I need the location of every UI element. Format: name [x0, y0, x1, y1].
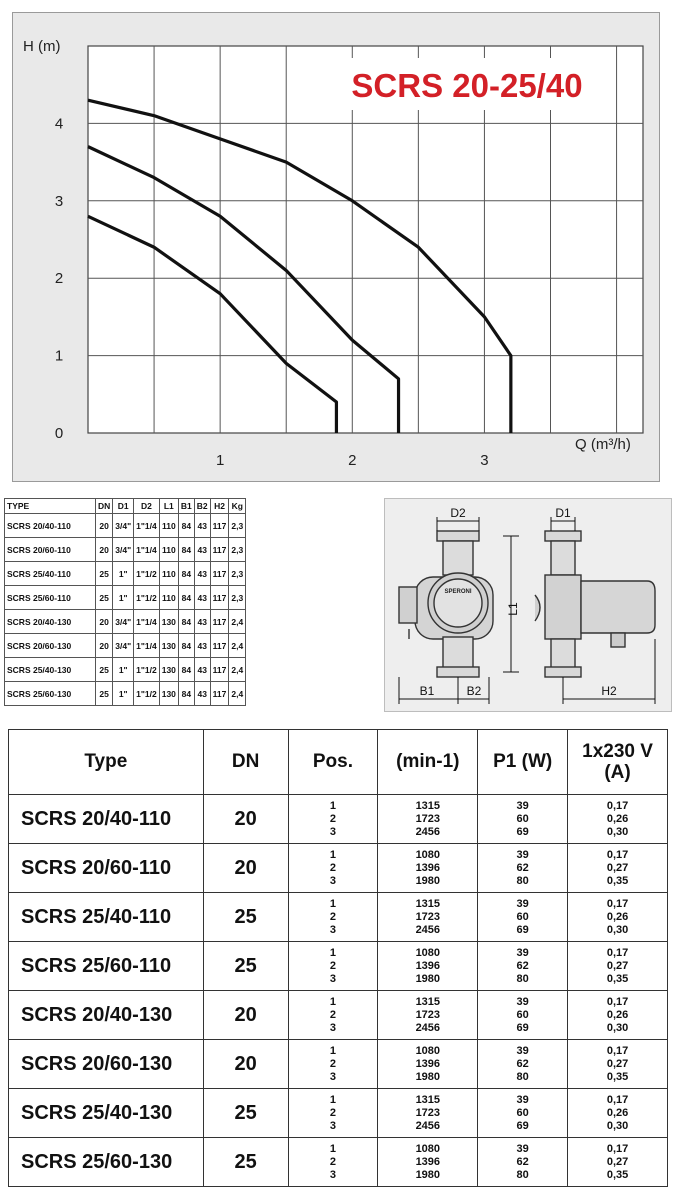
perf-amp-value: 0,17	[606, 995, 629, 1008]
b2-label: B2	[466, 684, 482, 698]
perf-amp	[568, 844, 668, 893]
brand-label: SPERONI	[444, 589, 472, 595]
table-row	[5, 562, 246, 586]
perf-amp-value: 0,17	[606, 1044, 629, 1057]
perf-rpm-value: 2456	[415, 1021, 441, 1034]
perf-p1-value: 39	[516, 1044, 529, 1057]
header-dn: DN	[203, 730, 288, 795]
b1-label: B1	[419, 684, 435, 698]
perf-amp-value: 0,27	[606, 1057, 629, 1070]
dim-cell-d2: 1"1/2	[134, 682, 160, 706]
perf-rpm-value: 1396	[415, 861, 441, 874]
perf-pos-value: 3	[329, 874, 336, 887]
perf-pos-value: 2	[329, 1008, 336, 1021]
dim-cell-b2: 43	[194, 658, 210, 682]
perf-amp-value: 0,30	[606, 1119, 629, 1132]
perf-rpm-value: 1980	[415, 972, 441, 985]
perf-rpm-value: 1723	[415, 1106, 441, 1119]
y-tick-label: 2	[54, 270, 64, 288]
perf-rpm	[378, 893, 478, 942]
perf-rpm-value: 1723	[415, 1008, 441, 1021]
table-row	[5, 634, 246, 658]
perf-p1-value: 60	[516, 1106, 529, 1119]
perf-pos-value: 3	[329, 825, 336, 838]
perf-rpm-value: 1315	[415, 897, 441, 910]
dim-header-d1: D1	[113, 499, 134, 514]
header-pos: Pos.	[288, 730, 378, 795]
perf-rpm-value: 1315	[415, 799, 441, 812]
perf-p1-value: 39	[516, 1093, 529, 1106]
perf-dn: 20	[203, 844, 288, 893]
perf-p1-value: 80	[516, 972, 529, 985]
perf-p1-value: 39	[516, 897, 529, 910]
perf-p1	[478, 1138, 568, 1187]
perf-pos	[288, 893, 378, 942]
perf-p1-value: 69	[516, 825, 529, 838]
x-tick-label: 1	[215, 452, 225, 469]
dim-cell-l1: 130	[159, 682, 178, 706]
dim-cell-kg: 2,4	[229, 610, 246, 634]
table-row	[9, 1138, 668, 1187]
perf-type: SCRS 20/60-130	[9, 1040, 204, 1089]
perf-rpm-value: 1980	[415, 874, 441, 887]
perf-dn: 20	[203, 1040, 288, 1089]
perf-pos-value: 2	[329, 1057, 336, 1070]
dim-cell-h2: 117	[210, 682, 229, 706]
perf-p1-value: 39	[516, 799, 529, 812]
pump-side-view	[535, 531, 655, 677]
perf-p1-value: 69	[516, 1021, 529, 1034]
table-row	[5, 682, 246, 706]
perf-rpm-value: 1396	[415, 1057, 441, 1070]
header-p1: P1 (W)	[478, 730, 568, 795]
perf-dn: 25	[203, 1089, 288, 1138]
perf-rpm-value: 1723	[415, 812, 441, 825]
dim-cell-kg: 2,4	[229, 682, 246, 706]
perf-rpm	[378, 844, 478, 893]
table-row	[5, 538, 246, 562]
dim-cell-dn: 25	[96, 658, 113, 682]
x-axis-label: Q (m³/h)	[575, 436, 631, 453]
perf-pos-value: 3	[329, 1119, 336, 1132]
dim-cell-d1: 1"	[113, 562, 134, 586]
dim-cell-kg: 2,3	[229, 562, 246, 586]
perf-amp-value: 0,35	[606, 972, 629, 985]
dimensions-table	[4, 498, 246, 706]
dim-cell-h2: 117	[210, 586, 229, 610]
table-row	[9, 991, 668, 1040]
table-row	[5, 610, 246, 634]
perf-type: SCRS 25/40-110	[9, 893, 204, 942]
table-row	[9, 1040, 668, 1089]
perf-p1-value: 60	[516, 910, 529, 923]
dim-cell-b2: 43	[194, 586, 210, 610]
pump-drawing-svg	[385, 499, 673, 713]
chart-canvas	[13, 13, 661, 483]
dim-cell-b2: 43	[194, 562, 210, 586]
dim-cell-kg: 2,3	[229, 514, 246, 538]
table-row	[5, 514, 246, 538]
perf-amp-value: 0,17	[606, 1093, 629, 1106]
y-tick-label: 4	[54, 115, 64, 133]
perf-amp-value: 0,26	[606, 910, 629, 923]
perf-pos	[288, 795, 378, 844]
perf-amp	[568, 1040, 668, 1089]
dim-cell-type: SCRS 20/60-110	[5, 538, 96, 562]
dim-cell-d2: 1"1/4	[134, 634, 160, 658]
perf-dn: 25	[203, 942, 288, 991]
perf-pos	[288, 991, 378, 1040]
dim-cell-type: SCRS 20/60-130	[5, 634, 96, 658]
dim-cell-type: SCRS 20/40-130	[5, 610, 96, 634]
dim-cell-type: SCRS 20/40-110	[5, 514, 96, 538]
perf-amp	[568, 991, 668, 1040]
y-tick-label: 0	[54, 425, 64, 442]
perf-amp-value: 0,26	[606, 1008, 629, 1021]
chart-title: SCRS 20-25/40	[351, 67, 583, 104]
perf-p1	[478, 893, 568, 942]
perf-pos-value: 1	[329, 799, 336, 812]
dim-cell-d1: 3/4"	[113, 634, 134, 658]
perf-p1-value: 69	[516, 923, 529, 936]
perf-amp	[568, 795, 668, 844]
perf-p1-value: 80	[516, 1168, 529, 1181]
y-tick-label: 3	[54, 192, 64, 210]
dim-cell-b2: 43	[194, 514, 210, 538]
perf-pos-value: 2	[329, 861, 336, 874]
perf-p1-value: 39	[516, 1142, 529, 1155]
dim-cell-dn: 20	[96, 538, 113, 562]
perf-pos-value: 3	[329, 923, 336, 936]
x-tick-label: 2	[348, 452, 357, 469]
perf-amp-value: 0,35	[606, 1070, 629, 1083]
perf-amp	[568, 1138, 668, 1187]
perf-type: SCRS 25/60-130	[9, 1138, 204, 1187]
perf-p1-value: 39	[516, 946, 529, 959]
perf-dn: 25	[203, 1138, 288, 1187]
perf-rpm	[378, 795, 478, 844]
perf-pos-value: 2	[329, 959, 336, 972]
dim-cell-type: SCRS 25/40-130	[5, 658, 96, 682]
dim-cell-h2: 117	[210, 538, 229, 562]
perf-p1-value: 62	[516, 861, 529, 874]
dim-header-h2: H2	[210, 499, 229, 514]
perf-p1	[478, 844, 568, 893]
perf-amp-value: 0,17	[606, 799, 629, 812]
dim-cell-type: SCRS 25/60-110	[5, 586, 96, 610]
perf-amp-value: 0,17	[606, 848, 629, 861]
perf-pos-value: 1	[329, 995, 336, 1008]
y-tick-label: 1	[54, 347, 64, 365]
perf-p1-value: 60	[516, 812, 529, 825]
perf-p1	[478, 795, 568, 844]
perf-amp-value: 0,30	[606, 825, 629, 838]
perf-p1-value: 69	[516, 1119, 529, 1132]
table-row	[5, 658, 246, 682]
perf-p1-value: 39	[516, 848, 529, 861]
d2-label: D2	[450, 506, 466, 520]
perf-amp-value: 0,35	[606, 874, 629, 887]
header-amp	[568, 730, 668, 795]
dimensions-header-row	[5, 499, 246, 514]
perf-amp	[568, 942, 668, 991]
dim-cell-d1: 1"	[113, 682, 134, 706]
dim-header-b2: B2	[194, 499, 210, 514]
dim-cell-l1: 130	[159, 610, 178, 634]
dim-cell-dn: 20	[96, 610, 113, 634]
perf-rpm-value: 1080	[415, 1142, 441, 1155]
dim-cell-d2: 1"1/2	[134, 562, 160, 586]
h2-label: H2	[601, 684, 617, 698]
pump-curve-chart	[12, 12, 660, 482]
dim-cell-dn: 25	[96, 562, 113, 586]
dim-cell-dn: 20	[96, 634, 113, 658]
dim-cell-h2: 117	[210, 514, 229, 538]
perf-rpm-value: 1315	[415, 995, 441, 1008]
x-tick-label: 3	[480, 452, 489, 469]
dim-cell-h2: 117	[210, 658, 229, 682]
perf-dn: 20	[203, 991, 288, 1040]
perf-type: SCRS 20/40-130	[9, 991, 204, 1040]
perf-rpm-value: 1396	[415, 1155, 441, 1168]
dim-cell-b1: 84	[178, 610, 194, 634]
dim-cell-b1: 84	[178, 586, 194, 610]
dim-cell-l1: 110	[159, 562, 178, 586]
perf-pos-value: 1	[329, 1044, 336, 1057]
dim-cell-l1: 110	[159, 538, 178, 562]
dim-cell-d2: 1"1/4	[134, 610, 160, 634]
y-axis-label: H (m)	[23, 38, 61, 55]
perf-amp-value: 0,30	[606, 1021, 629, 1034]
dim-header-b1: B1	[178, 499, 194, 514]
perf-p1-value: 80	[516, 1070, 529, 1083]
dim-cell-dn: 20	[96, 514, 113, 538]
perf-p1-value: 62	[516, 1057, 529, 1070]
perf-amp-value: 0,30	[606, 923, 629, 936]
table-row	[9, 795, 668, 844]
dim-cell-d1: 1"	[113, 658, 134, 682]
dim-cell-d1: 3/4"	[113, 610, 134, 634]
perf-pos-value: 3	[329, 1070, 336, 1083]
dim-cell-kg: 2,4	[229, 634, 246, 658]
dim-cell-type: SCRS 25/40-110	[5, 562, 96, 586]
perf-type: SCRS 20/40-110	[9, 795, 204, 844]
perf-dn: 20	[203, 795, 288, 844]
perf-type: SCRS 25/40-130	[9, 1089, 204, 1138]
performance-header-row	[9, 730, 668, 795]
dim-cell-b2: 43	[194, 610, 210, 634]
performance-table	[8, 729, 668, 1187]
perf-p1	[478, 1040, 568, 1089]
perf-p1	[478, 942, 568, 991]
perf-p1-value: 62	[516, 959, 529, 972]
perf-pos	[288, 942, 378, 991]
perf-rpm-value: 1980	[415, 1168, 441, 1181]
perf-pos-value: 2	[329, 1106, 336, 1119]
dim-cell-h2: 117	[210, 610, 229, 634]
dim-cell-b2: 43	[194, 634, 210, 658]
perf-p1-value: 80	[516, 874, 529, 887]
dim-cell-dn: 25	[96, 586, 113, 610]
dim-cell-d2: 1"1/2	[134, 586, 160, 610]
perf-rpm-value: 1396	[415, 959, 441, 972]
dim-cell-l1: 130	[159, 658, 178, 682]
dim-cell-type: SCRS 25/60-130	[5, 682, 96, 706]
pump-dimension-drawing	[384, 498, 672, 712]
table-row	[5, 586, 246, 610]
perf-pos-value: 1	[329, 897, 336, 910]
dim-cell-b1: 84	[178, 658, 194, 682]
perf-rpm	[378, 1040, 478, 1089]
dim-header-type: TYPE	[5, 499, 96, 514]
header-amp-line1: 1x230 V	[582, 741, 653, 762]
perf-rpm-value: 1315	[415, 1093, 441, 1106]
perf-rpm-value: 1980	[415, 1070, 441, 1083]
dim-cell-b2: 43	[194, 682, 210, 706]
perf-pos	[288, 1040, 378, 1089]
perf-pos-value: 1	[329, 1093, 336, 1106]
perf-rpm-value: 1723	[415, 910, 441, 923]
l1-label: L1	[506, 602, 520, 616]
perf-p1	[478, 991, 568, 1040]
header-type: Type	[9, 730, 204, 795]
dim-cell-h2: 117	[210, 634, 229, 658]
perf-rpm-value: 2456	[415, 825, 441, 838]
table-row	[9, 893, 668, 942]
perf-rpm-value: 2456	[415, 1119, 441, 1132]
perf-pos	[288, 1089, 378, 1138]
dim-cell-l1: 130	[159, 634, 178, 658]
dim-cell-b1: 84	[178, 538, 194, 562]
table-row	[9, 1089, 668, 1138]
perf-p1	[478, 1089, 568, 1138]
dim-cell-d1: 3/4"	[113, 514, 134, 538]
d1-label: D1	[555, 506, 571, 520]
perf-type: SCRS 20/60-110	[9, 844, 204, 893]
dim-cell-b1: 84	[178, 634, 194, 658]
dim-cell-l1: 110	[159, 586, 178, 610]
perf-pos-value: 3	[329, 1168, 336, 1181]
dim-cell-d1: 1"	[113, 586, 134, 610]
perf-pos-value: 3	[329, 972, 336, 985]
dim-header-dn: DN	[96, 499, 113, 514]
header-rpm: (min-1)	[378, 730, 478, 795]
perf-pos-value: 1	[329, 848, 336, 861]
perf-p1-value: 62	[516, 1155, 529, 1168]
dim-header-d2: D2	[134, 499, 160, 514]
table-row	[9, 844, 668, 893]
perf-amp-value: 0,27	[606, 959, 629, 972]
perf-amp-value: 0,27	[606, 861, 629, 874]
perf-rpm	[378, 1089, 478, 1138]
perf-rpm	[378, 942, 478, 991]
dim-cell-kg: 2,3	[229, 586, 246, 610]
dim-cell-dn: 25	[96, 682, 113, 706]
perf-rpm-value: 2456	[415, 923, 441, 936]
header-amp-line2: (A)	[604, 762, 631, 783]
dim-cell-b2: 43	[194, 538, 210, 562]
perf-pos	[288, 1138, 378, 1187]
perf-amp	[568, 893, 668, 942]
dim-header-kg: Kg	[229, 499, 246, 514]
table-row	[9, 942, 668, 991]
dim-cell-d2: 1"1/2	[134, 658, 160, 682]
perf-p1-value: 39	[516, 995, 529, 1008]
perf-dn: 25	[203, 893, 288, 942]
perf-amp-value: 0,26	[606, 1106, 629, 1119]
perf-amp-value: 0,35	[606, 1168, 629, 1181]
perf-pos-value: 2	[329, 812, 336, 825]
perf-pos-value: 2	[329, 910, 336, 923]
perf-rpm	[378, 1138, 478, 1187]
perf-pos-value: 3	[329, 1021, 336, 1034]
dim-cell-d2: 1"1/4	[134, 538, 160, 562]
perf-pos-value: 2	[329, 1155, 336, 1168]
perf-pos-value: 1	[329, 1142, 336, 1155]
dim-cell-l1: 110	[159, 514, 178, 538]
perf-type: SCRS 25/60-110	[9, 942, 204, 991]
perf-rpm-value: 1080	[415, 848, 441, 861]
perf-rpm-value: 1080	[415, 1044, 441, 1057]
pump-front-view	[399, 531, 493, 677]
perf-amp-value: 0,17	[606, 946, 629, 959]
dim-cell-kg: 2,4	[229, 658, 246, 682]
perf-amp-value: 0,26	[606, 812, 629, 825]
dim-cell-b1: 84	[178, 682, 194, 706]
perf-amp	[568, 1089, 668, 1138]
perf-pos-value: 1	[329, 946, 336, 959]
perf-rpm	[378, 991, 478, 1040]
dim-cell-d2: 1"1/4	[134, 514, 160, 538]
perf-rpm-value: 1080	[415, 946, 441, 959]
perf-amp-value: 0,17	[606, 1142, 629, 1155]
perf-amp-value: 0,17	[606, 897, 629, 910]
dim-header-l1: L1	[159, 499, 178, 514]
dim-cell-b1: 84	[178, 514, 194, 538]
perf-amp-value: 0,27	[606, 1155, 629, 1168]
dim-cell-b1: 84	[178, 562, 194, 586]
dim-cell-d1: 3/4"	[113, 538, 134, 562]
dim-cell-h2: 117	[210, 562, 229, 586]
perf-p1-value: 60	[516, 1008, 529, 1021]
dim-cell-kg: 2,3	[229, 538, 246, 562]
perf-pos	[288, 844, 378, 893]
